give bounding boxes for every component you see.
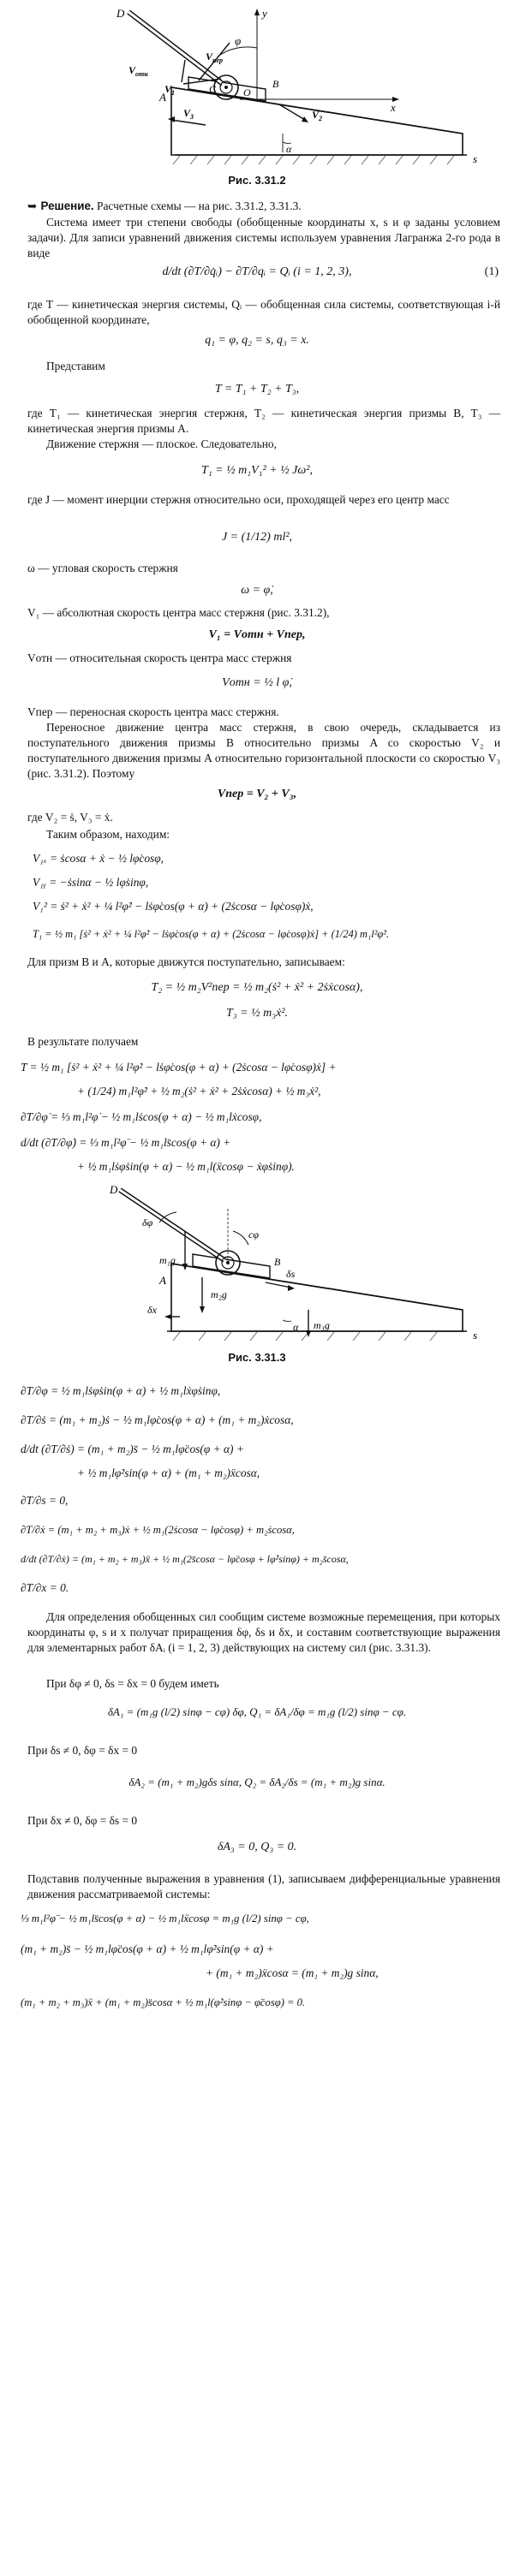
equation-ddt-x: d/dt (∂T/∂ẋ) = (m₁ + m₂ + m₃)ẍ + ½ m₁(2s̈cosα − lφ̈cosφ + lφ̇²sinφ) + m₂s̈cosα,: [21, 1553, 349, 1565]
fig2-label-m1g: m₁g: [159, 1254, 176, 1266]
solution-intro-text: Расчетные схемы — на рис. 3.31.2, 3.31.3.: [97, 199, 302, 212]
paragraph-V1: V₁ — абсолютная скорость центра масс стержня (рис. 3.31.2),: [27, 606, 330, 619]
solution-heading: Решение.: [40, 199, 94, 212]
paragraph-where-T1: где T₁ — кинетическая энергия стержня, T₂ — кинетическая энергия призмы B, T₃ — кинетическая энергия призмы A.: [27, 407, 500, 435]
equation-V1sq: V₁² = ṡ² + ẋ² + ¼ l²φ̇² − lṡφ̇cos(φ + α) + (2ṡcosα − lφ̇cosφ)ẋ,: [33, 900, 314, 913]
equation-dT-dx: ∂T/∂x = 0.: [21, 1581, 69, 1594]
label-vper: $V_{пер}$: [206, 51, 224, 64]
equation-final-1: ⅓ m₁l²φ̈ − ½ m₁ls̈cos(φ + α) − ½ m₁lẍcosφ = m₁g (l/2) sinφ − cφ,: [21, 1913, 309, 1925]
paragraph-thus: Таким образом, находим:: [46, 828, 170, 841]
figure-3-31-3: [0, 1181, 514, 1344]
fig2-label-s: s: [473, 1329, 478, 1342]
paragraph-where-J: где J — момент инерции стержня относительно оси, проходящей через его центр масс: [27, 493, 450, 506]
paragraph-case3: При δx ≠ 0, δφ = δs = 0: [27, 1814, 138, 1827]
label-D: D: [117, 7, 125, 20]
paragraph-transport: Переносное движение центра масс стержня, в свою очередь, складывается из поступательного движения призмы B относительно призмы A со скоростью V₂ и поступательного движения призмы A относительно горизонтальной плоскости со скоростью V₃ (рис. 3.31.2). Поэтому: [27, 721, 500, 780]
label-C: C: [209, 83, 217, 95]
label-y: y: [262, 7, 267, 20]
label-A: A: [159, 91, 166, 104]
equation-dT-dphidot: ∂T/∂φ̇ = ⅓ m₁l²φ̇ − ½ m₁lṡcos(φ + α) − ½ m₁lẋcosφ,: [21, 1110, 262, 1123]
equation-T-full-line2: + (1/24) m₁l²φ̇² + ½ m₂(ṡ² + ẋ² + 2ṡẋcosα) + ½ m₃ẋ²,: [77, 1085, 321, 1098]
equation-T1-full: T₁ = ½ m₁ [ṡ² + ẋ² + ¼ l²φ̇² − lṡφ̇cos(φ + α) + (2ṡcosα − lφ̇cosφ)ẋ] + (1/24) m₁l²φ̇².: [33, 928, 390, 940]
equation-omega: ω = φ̇,: [241, 584, 273, 597]
equation-J: J = (1/12) ml²,: [221, 531, 293, 544]
pointer-icon: ➥: [27, 200, 41, 213]
equation-Votn: Vотн = ½ l φ̇,: [222, 676, 292, 689]
equation-final-3: (m₁ + m₂ + m₃)ẍ + (m₁ + m₂)s̈cosα + ½ m₁l(φ̇²sinφ − φ̈cosφ) = 0.: [21, 1996, 306, 2008]
equation-dT-dphi: ∂T/∂φ = ½ m₁lṡφ̇sin(φ + α) + ½ m₁lẋφ̇sinφ,: [21, 1384, 221, 1397]
label-V3: $V_3$: [183, 107, 194, 121]
equation-final-2b: + (m₁ + m₂)ẍcosα = (m₁ + m₂)g sinα,: [206, 1966, 379, 1979]
equation-T1: T₁ = ½ m₁V₁² + ½ Jω²,: [201, 464, 313, 477]
equation-Vper: Vпер = V₂ + V₃,: [217, 788, 297, 800]
equation-dA1: δA₁ = (m₁g (l/2) sinφ − cφ) δφ, Q₁ = δA₁/δφ = m₁g (l/2) sinφ − cφ.: [107, 1705, 407, 1718]
paragraph-Votn: Vотн — относительная скорость центра масс стержня: [27, 651, 292, 664]
equation-dT-dsdot: ∂T/∂ṡ = (m₁ + m₂)ṡ − ½ m₁lφ̇cos(φ + α) + (m₁ + m₂)ẋcosα,: [21, 1413, 294, 1426]
equation-V1y: V₁ᵧ = −ṡsinα − ½ lφ̇sinφ,: [33, 876, 149, 889]
equation-V1x: V₁ₓ = ṡcosα + ẋ − ½ lφ̇cosφ,: [33, 852, 164, 865]
label-V2: $V_2$: [312, 109, 323, 122]
equation-ddt-s-line2: + ½ m₁lφ̇²sin(φ + α) + (m₁ + m₂)ẍcosα,: [77, 1466, 260, 1479]
fig2-label-ds: δs: [286, 1268, 296, 1280]
equation-T-sum: T = T₁ + T₂ + T₃,: [214, 383, 300, 396]
figure-caption-2: Рис. 3.31.3: [228, 1351, 286, 1364]
label-O: O: [243, 86, 251, 98]
fig2-label-dx: δx: [147, 1304, 157, 1316]
equation-number-1: (1): [484, 265, 499, 278]
figure-caption-1: Рис. 3.31.2: [228, 174, 286, 187]
equation-final-2a: (m₁ + m₂)s̈ − ½ m₁lφ̈cos(φ + α) + ½ m₁lφ̇²sin(φ + α) +: [21, 1942, 274, 1955]
equation-coords: q₁ = φ, q₂ = s, q₃ = x.: [205, 334, 309, 347]
label-B: B: [272, 78, 279, 90]
fig2-label-B: B: [274, 1256, 281, 1268]
equation-T2: T₂ = ½ m₂V²пер = ½ m₂(ṡ² + ẋ² + 2ṡẋcosα),: [151, 981, 363, 994]
paragraph-where-V2: где V₂ = ṡ, V₃ = ẋ.: [27, 811, 113, 824]
equation-dT-ds: ∂T/∂s = 0,: [21, 1494, 69, 1507]
fig2-label-cphi: cφ: [248, 1229, 259, 1240]
equation-dA3: δA₃ = 0, Q₃ = 0.: [217, 1841, 297, 1853]
paragraph-Vper: Vпер — переносная скорость центра масс стержня.: [27, 705, 279, 718]
figure-3-31-2: [0, 5, 514, 168]
equation-T3: T₃ = ½ m₃ẋ².: [226, 1007, 288, 1020]
solution-intro: [27, 199, 500, 215]
equation-T-full-line1: T = ½ m₁ [ṡ² + ẋ² + ¼ l²φ̇² − lṡφ̇cos(φ + α) + (2ṡcosα − lφ̇cosφ)ẋ] +: [21, 1061, 337, 1074]
label-x: x: [391, 101, 396, 114]
paragraph-case2: При δs ≠ 0, δφ = δx = 0: [27, 1744, 138, 1757]
fig2-label-m2g: m₂g: [211, 1288, 227, 1300]
label-alpha: α: [286, 143, 292, 155]
paragraph-omega: ω — угловая скорость стержня: [27, 562, 178, 574]
equation-dT-dxdot: ∂T/∂ẋ = (m₁ + m₂ + m₃)ẋ + ½ m₁(2ṡcosα − lφ̇cosφ) + m₂ṡcosα,: [21, 1524, 295, 1536]
equation-lagrange: d/dt (∂T/∂q̇ᵢ) − ∂T/∂qᵢ = Qᵢ (i = 1, 2, 3),: [162, 265, 352, 278]
fig2-label-m3g: m₃g: [314, 1319, 330, 1331]
paragraph-rod-motion: Движение стержня — плоское. Следовательно,: [46, 437, 277, 450]
equation-dA2: δA₂ = (m₁ + m₂)gδs sinα, Q₂ = δA₂/δs = (m₁ + m₂)g sinα.: [128, 1776, 386, 1788]
label-votn: $V_{отн}$: [128, 64, 148, 78]
paragraph-prisms: Для призм B и A, которые движутся поступательно, записываем:: [27, 955, 345, 968]
paragraph-result: В результате получаем: [27, 1035, 139, 1048]
fig2-label-alpha: α: [293, 1321, 299, 1333]
equation-ddt-phi-line2: + ½ m₁lṡφ̇sin(φ + α) − ½ m₁l(ẍcosφ − ẋφ̇sinφ).: [77, 1160, 295, 1173]
paragraph-where-T: где T — кинетическая энергия системы, Qᵢ — обобщенная сила системы, соответствующая i-й обобщенной координате,: [27, 298, 500, 326]
equation-V1: V₁ = Vотн + Vпер,: [208, 628, 306, 641]
equation-ddt-s-line1: d/dt (∂T/∂ṡ) = (m₁ + m₂)s̈ − ½ m₁lφ̈cos(φ + α) +: [21, 1443, 244, 1455]
paragraph-represent: Представим: [46, 360, 105, 372]
equation-ddt-phi-line1: d/dt (∂T/∂φ̇) = ⅓ m₁l²φ̈ − ½ m₁ls̈cos(φ + α) +: [21, 1136, 231, 1149]
paragraph-virtual: Для определения обобщенных сил сообщим системе возможные перемещения, при которых координаты φ, s и x получат приращения δφ, δs и δx, и составим соответствующие выражения для элементарных работ δAᵢ (i = 1, 2, 3) действующих на систему сил (рис. 3.31.3).: [27, 1610, 500, 1654]
paragraph-system: Система имеет три степени свободы (обобщенные координаты x, s и φ заданы условием задачи). Для записи уравнений движения системы используем уравнения Лагранжа 2-го рода в виде: [27, 216, 500, 259]
label-s: s: [473, 152, 478, 165]
label-V1: $V_1$: [164, 83, 176, 97]
fig2-label-A: A: [159, 1274, 166, 1287]
fig2-label-dphi: δφ: [142, 1217, 153, 1229]
label-phi: φ: [235, 34, 242, 47]
paragraph-final: Подставив полученные выражения в уравнения (1), записываем дифференциальные уравнения движения рассматриваемой системы:: [27, 1872, 500, 1901]
paragraph-case1: При δφ ≠ 0, δs = δx = 0 будем иметь: [46, 1677, 219, 1690]
fig2-label-D: D: [110, 1183, 118, 1196]
